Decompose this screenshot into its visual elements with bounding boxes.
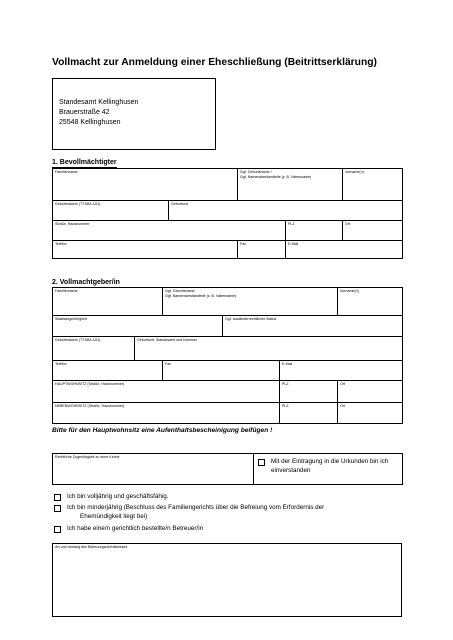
plz-field[interactable]: PLZ <box>286 221 343 241</box>
vornamen-field[interactable]: Vorname(n) <box>343 169 403 201</box>
address-line-1: Standesamt Kellinghusen <box>59 99 139 106</box>
minderjaehrig-label-2: Ehemündigkeit liegt bei) <box>80 513 148 520</box>
auslaenderrecht-field[interactable]: Ggf. ausländerrechtlicher Status <box>223 316 403 337</box>
vg-geburtsdatum-field[interactable]: Geburtsdatum (TT.MM.JJJJ) <box>53 337 135 361</box>
ort-field[interactable]: Ort <box>343 221 403 241</box>
volljaehrig-label: Ich bin volljährig und geschäftsfähig. <box>67 493 169 500</box>
volljaehrig-option <box>54 493 399 503</box>
section-2-heading: 2. Vollmachtgeber/in <box>52 279 120 286</box>
familienname-field[interactable]: Familienname <box>53 169 238 201</box>
vg-vornamen-field[interactable]: Vorname(n) <box>338 288 403 316</box>
staatsangehoerigkeit-field[interactable]: Staatsangehörigkeit <box>53 316 223 337</box>
vg-geburtsname-field[interactable]: Ggf. Geburtsname Ggf. Namensbestandteile (z. B. Vatersname) <box>163 288 338 316</box>
betreuer-option <box>54 525 399 535</box>
email-field[interactable]: E-Mail <box>286 241 403 259</box>
fax-field[interactable]: Fax <box>238 241 286 259</box>
kirche-consent-label-2: einverstanden <box>271 467 311 474</box>
betreuer-label: Ich habe eine/n gerichtlich bestellte/n Betreuer/in <box>67 525 204 532</box>
nebenwohnsitz-field[interactable]: NEBENWOHNSITZ (Straße, Hausnummer) <box>53 403 280 424</box>
minderjaehrig-label-1: Ich bin minderjährig (Beschluss des Familiengerichts über die Befreiung vom Erfordernis der <box>67 504 325 511</box>
telefon-field[interactable]: Telefon <box>53 241 238 259</box>
section-1-heading: 1. Bevollmächtigter <box>52 159 117 166</box>
kirche-table <box>52 453 403 485</box>
kirche-consent <box>258 458 398 478</box>
geburtsort-field[interactable]: Geburtsort <box>169 201 403 221</box>
betreuung-field[interactable]: Art und Umfang des Betreuungsverhältnisses <box>53 544 402 617</box>
betreuung-table <box>52 543 402 617</box>
kirche-consent-cell <box>254 454 403 485</box>
kirche-field[interactable]: Rechtliche Zugehörigkeit zu einer Kirche <box>53 454 254 485</box>
vg-telefon-field[interactable]: Telefon <box>53 361 163 381</box>
kirche-consent-checkbox[interactable] <box>258 459 265 466</box>
nw-plz-field[interactable]: PLZ <box>280 403 338 424</box>
address-box <box>52 78 216 150</box>
minderjaehrig-option <box>54 504 399 524</box>
strasse-field[interactable]: Straße, Hausnummer <box>53 221 286 241</box>
address-line-3: 25548 Kellinghusen <box>59 119 121 126</box>
section-1-table <box>52 168 403 259</box>
vg-familienname-field[interactable]: Familienname <box>53 288 163 316</box>
hauptwohnsitz-field[interactable]: HAUPTWOHNSITZ (Straße, Hausnummer) <box>53 381 280 403</box>
betreuer-checkbox[interactable] <box>54 526 61 533</box>
minderjaehrig-checkbox[interactable] <box>54 505 61 512</box>
geburtsname-field[interactable]: Ggf. Geburtsname / Ggf. Namensbestandteile (z. B. Vatersname) <box>238 169 343 201</box>
volljaehrig-checkbox[interactable] <box>54 494 61 501</box>
vg-fax-field[interactable]: Fax <box>163 361 280 381</box>
section-2-table <box>52 287 403 424</box>
address-line-2: Brauerstraße 42 <box>59 109 110 116</box>
hw-ort-field[interactable]: Ort <box>338 381 403 403</box>
page-title: Vollmacht zur Anmeldung einer Eheschließung (Beitrittserklärung) <box>52 57 377 68</box>
vg-email-field[interactable]: E-Mail <box>280 361 403 381</box>
hauptwohnsitz-note: Bitte für den Hauptwohnsitz eine Aufenthaltsbescheinigung beifügen ! <box>52 427 273 434</box>
geburtsdatum-field[interactable]: Geburtsdatum (TT.MM.JJJJ) <box>53 201 169 221</box>
nw-ort-field[interactable]: Ort <box>338 403 403 424</box>
kirche-consent-label-1: Mit der Eintragung in die Urkunden bin ich <box>271 458 389 465</box>
vg-geburtsort-field[interactable]: Geburtsort, Standesamt und Nummer <box>135 337 403 361</box>
hw-plz-field[interactable]: PLZ <box>280 381 338 403</box>
